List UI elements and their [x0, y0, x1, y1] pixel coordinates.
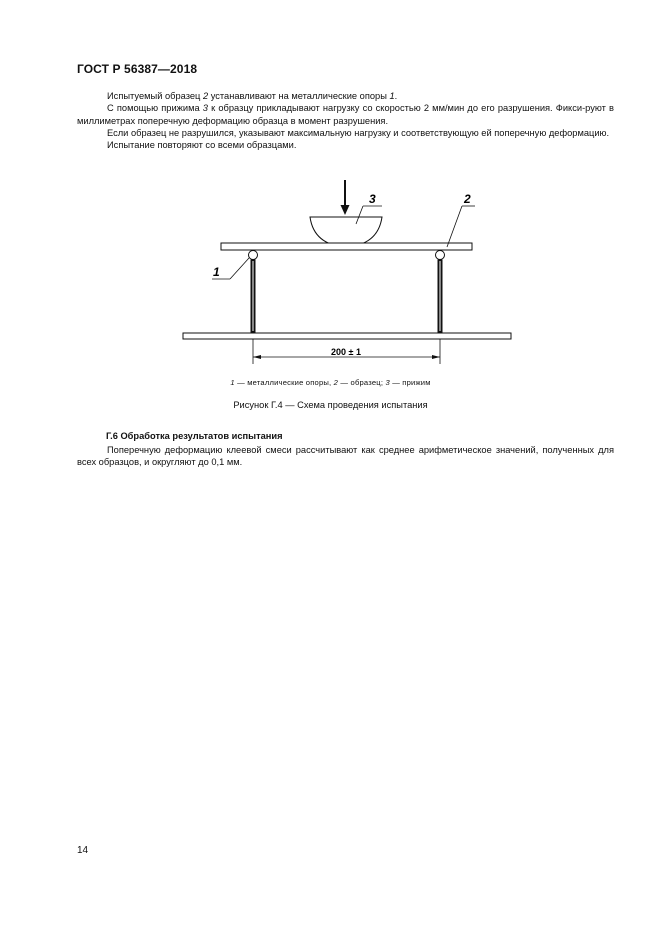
paragraph-1: Испытуемый образец 2 устанавливают на металлические опоры 1.	[107, 91, 398, 101]
page-number: 14	[77, 845, 89, 856]
paragraph-3: Если образец не разрушился, указывают максимальную нагрузку и соответствующую ей поперечную деформацию.	[107, 127, 610, 138]
label-3: 3	[369, 192, 376, 206]
paragraph-4: Испытание повторяют со всеми образцами.	[107, 140, 297, 151]
label-2: 2	[464, 192, 471, 206]
figure-legend: 1 — металлические опоры, 2 — образец; 3 — прижим	[230, 378, 431, 387]
load-arrow-head	[341, 205, 350, 215]
specimen-plate	[221, 243, 472, 250]
document-header: ГОСТ Р 56387—2018	[77, 62, 198, 76]
label-1: 1	[213, 265, 220, 279]
paragraph-2: С помощью прижима 3 к образцу прикладывают нагрузку со скоростью 2 мм/мин до его разрушения. Фикси-руют в миллиметрах поперечную деформацию образца в момент разрушения.	[77, 103, 614, 126]
dimension-label: 200 ± 1	[331, 347, 361, 357]
body-text-top	[77, 90, 614, 151]
section-title: Г.6 Обработка результатов испытания	[106, 431, 283, 441]
base-plate	[183, 333, 511, 339]
section-body	[77, 444, 614, 469]
section-paragraph: Поперечную деформацию клеевой смеси рассчитывают как среднее арифметическое значений, полученных для всех образцов, и округляют до 0,1 мм.	[77, 445, 614, 468]
support-right-roller	[436, 251, 445, 260]
support-left-roller	[249, 251, 258, 260]
test-scheme-figure	[0, 170, 661, 370]
figure-caption: Рисунок Г.4 — Схема проведения испытания	[233, 400, 428, 410]
